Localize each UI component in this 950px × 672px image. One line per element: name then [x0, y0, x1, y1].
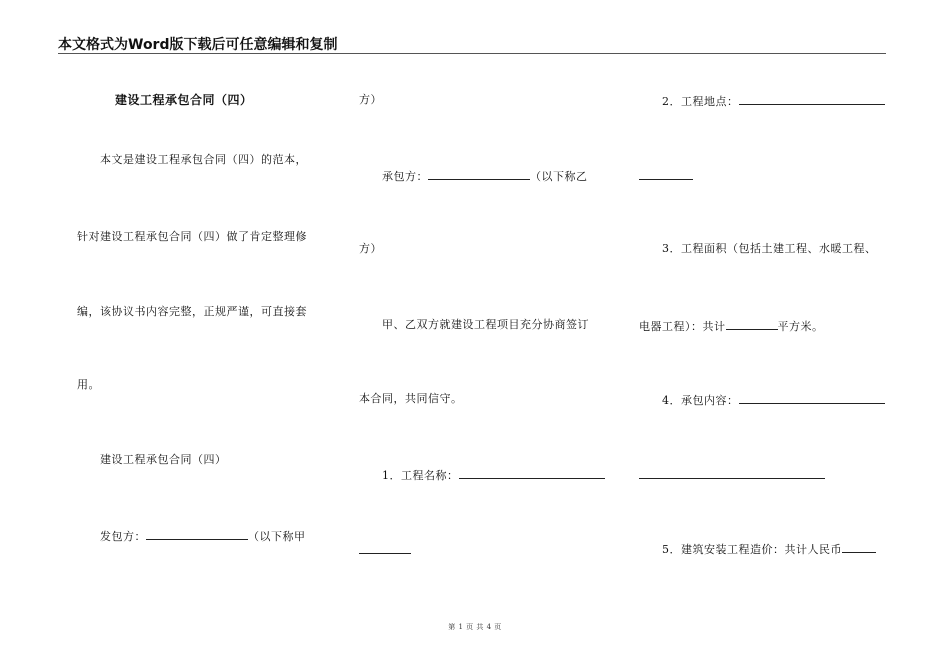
party-a-blank: [146, 528, 248, 540]
item-5-line: [662, 541, 876, 557]
item-4-blank: [739, 392, 885, 404]
item-1-line: [382, 467, 605, 483]
party-b-suffix: （以下称乙: [530, 170, 588, 183]
item-4-continuation-blank: [639, 478, 825, 479]
document-header: 本文格式为Word版下载后可任意编辑和复制: [58, 37, 338, 53]
item-2-label: 2．工程地点：: [662, 95, 739, 108]
item-3-area-blank: [726, 318, 778, 330]
agreement-line-2: 本合同，共同信守。: [359, 392, 463, 405]
party-a-end: 方）: [359, 93, 382, 106]
party-b-end: 方）: [359, 242, 382, 255]
page-footer: 第 1 页 共 4 页: [448, 623, 502, 631]
contract-heading: 建设工程承包合同（四）: [115, 93, 253, 107]
header-divider: [58, 53, 886, 54]
item-2-blank: [739, 93, 885, 105]
item-4-label: 4．承包内容：: [662, 394, 739, 407]
party-a-suffix: （以下称甲: [248, 530, 306, 543]
party-a-line: [100, 528, 306, 544]
item-3-prefix: 电器工程）：共计: [639, 320, 726, 333]
item-1-blank: [459, 467, 605, 479]
party-b-line: [382, 168, 588, 184]
intro-line-3: 编，该协议书内容完整，正规严谨，可直接套: [77, 305, 307, 318]
intro-line-4: 用。: [77, 378, 100, 391]
item-1-continuation-blank: [359, 553, 411, 554]
item-3-suffix: 平方米。: [777, 320, 824, 333]
item-3-line-1: 3．工程面积（包括土建工程、水暖工程、: [662, 242, 877, 255]
item-1-label: 1．工程名称：: [382, 469, 459, 482]
contract-subtitle: 建设工程承包合同（四）: [100, 453, 227, 466]
party-b-blank: [428, 168, 530, 180]
item-2-continuation-blank: [639, 179, 693, 180]
item-4-line: [662, 392, 885, 408]
agreement-line-1: 甲、乙双方就建设工程项目充分协商签订: [382, 318, 589, 331]
intro-line-1: 本文是建设工程承包合同（四）的范本，: [100, 153, 307, 166]
item-5-blank: [842, 541, 876, 553]
item-3-line-2: [639, 318, 824, 334]
party-b-label: 承包方：: [382, 170, 428, 183]
item-2-line: [662, 93, 885, 109]
item-5-label: 5．建筑安装工程造价：共计人民币: [662, 543, 842, 556]
intro-line-2: 针对建设工程承包合同（四）做了肯定整理修: [77, 230, 307, 243]
party-a-label: 发包方：: [100, 530, 146, 543]
